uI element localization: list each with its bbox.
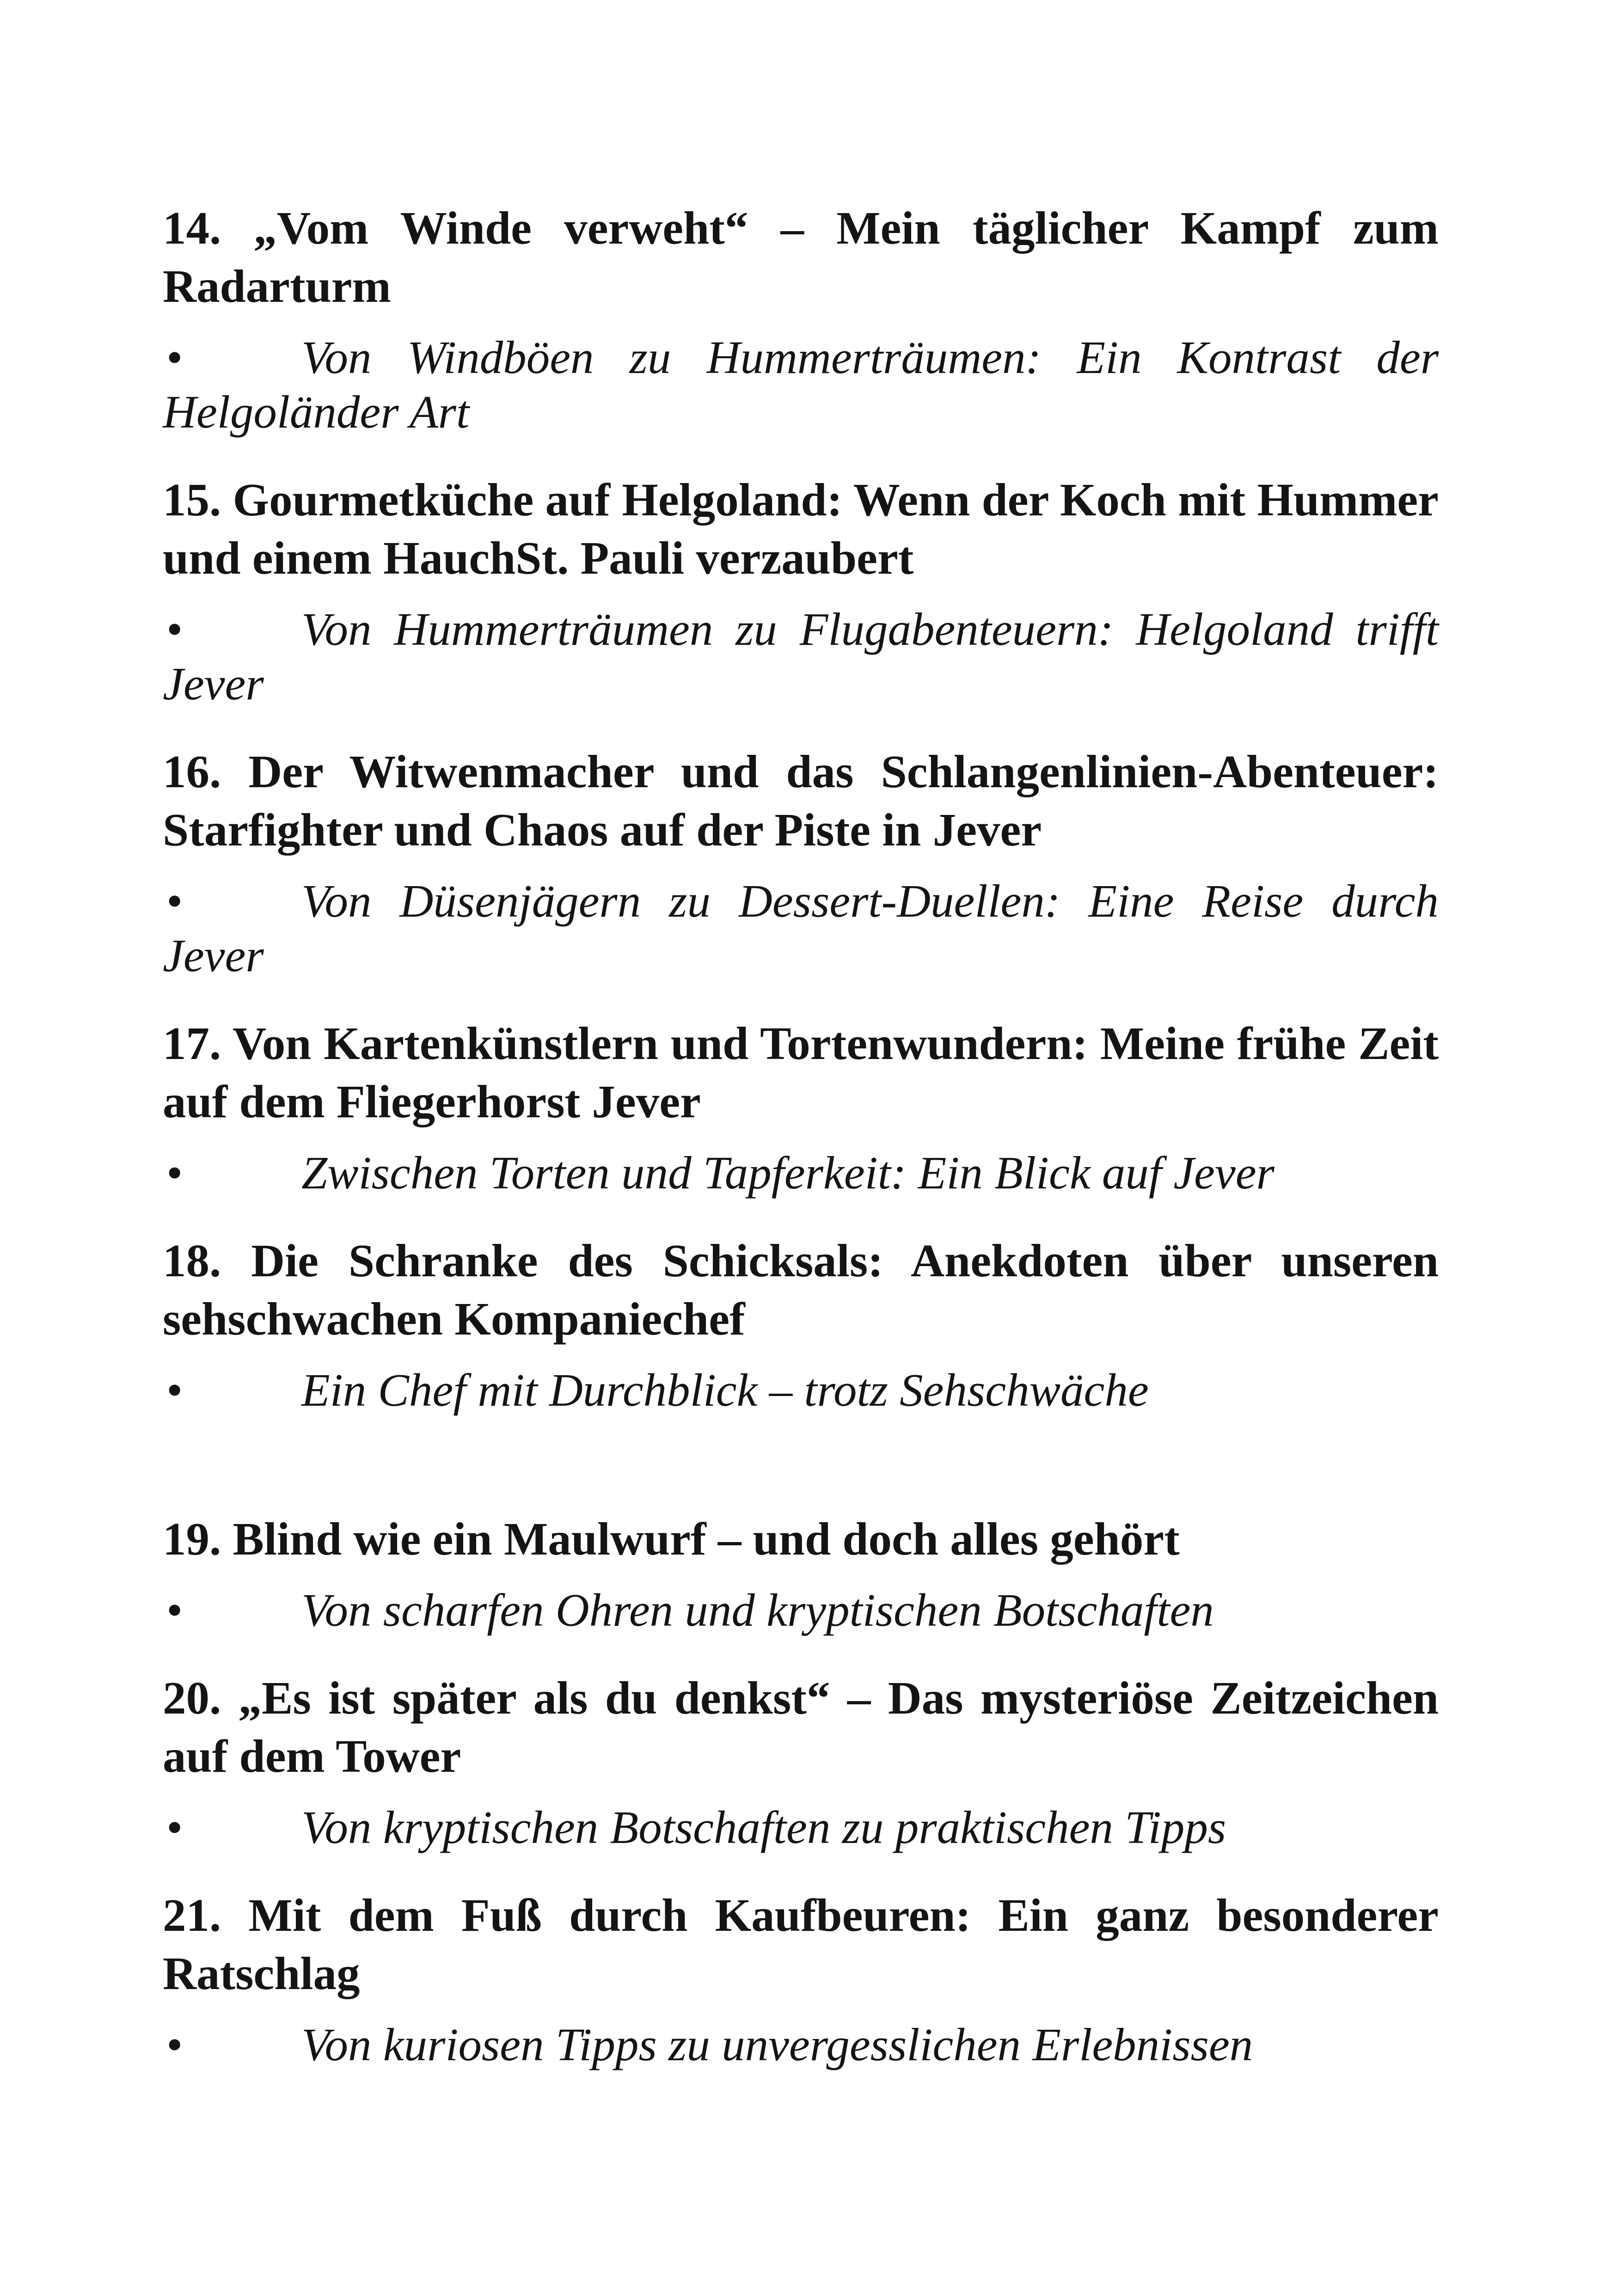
bullet-icon: • — [166, 1584, 183, 1636]
subtitle-text: Von Windböen zu Hummerträumen: Ein Kontrast der Helgoländer Art — [163, 331, 1439, 438]
bullet-icon: • — [166, 331, 183, 383]
chapter-heading-17: 17. Von Kartenkünstlern und Tortenwundern: Meine frühe Zeit auf dem Fliegerhorst Jever — [163, 1017, 1439, 1127]
chapter-heading-14: 14. „Vom Winde verweht“ – Mein täglicher Kampf zum Radarturm — [163, 202, 1439, 312]
chapter-subtitle-19 — [163, 1583, 1439, 1637]
chapter-subtitle-21 — [163, 2017, 1439, 2072]
chapter-subtitle-15 — [163, 602, 1439, 711]
chapter-subtitle-14 — [163, 330, 1439, 439]
chapter-heading-16: 16. Der Witwenmacher und das Schlangenlinien-Abenteuer: Starfighter und Chaos auf der Piste in Jever — [163, 746, 1439, 856]
subtitle-text: Von scharfen Ohren und kryptischen Botschaften — [301, 1584, 1214, 1636]
chapter-heading-20: 20. „Es ist später als du denkst“ – Das mysteriöse Zeitzeichen auf dem Tower — [163, 1672, 1439, 1782]
chapter-heading-18: 18. Die Schranke des Schicksals: Anekdoten über unseren sehschwachen Kompaniechef — [163, 1235, 1439, 1345]
bullet-icon: • — [166, 875, 183, 927]
table-of-contents — [163, 199, 1439, 2072]
subtitle-text: Zwischen Torten und Tapferkeit: Ein Blick auf Jever — [301, 1147, 1275, 1199]
bullet-icon: • — [166, 603, 183, 655]
chapter-heading-21: 21. Mit dem Fuß durch Kaufbeuren: Ein ganz besonderer Ratschlag — [163, 1889, 1439, 1999]
chapter-heading-15: 15. Gourmetküche auf Helgoland: Wenn der Koch mit Hummer und einem HauchSt. Pauli verzaubert — [163, 474, 1439, 584]
chapter-subtitle-17 — [163, 1145, 1439, 1200]
subtitle-text: Von Düsenjägern zu Dessert-Duellen: Eine Reise durch Jever — [163, 875, 1439, 981]
subtitle-text: Von Hummerträumen zu Flugabenteuern: Helgoland trifft Jever — [163, 603, 1439, 710]
chapter-heading-19: 19. Blind wie ein Maulwurf – und doch alles gehört — [163, 1513, 1180, 1565]
chapter-subtitle-18 — [163, 1363, 1439, 1417]
bullet-icon: • — [166, 1801, 183, 1853]
bullet-icon: • — [166, 1364, 183, 1416]
subtitle-text: Von kuriosen Tipps zu unvergesslichen Erlebnissen — [301, 2019, 1253, 2070]
bullet-icon: • — [166, 2019, 183, 2070]
chapter-subtitle-20 — [163, 1800, 1439, 1855]
subtitle-text: Von kryptischen Botschaften zu praktischen Tipps — [301, 1801, 1226, 1853]
subtitle-text: Ein Chef mit Durchblick – trotz Sehschwäche — [301, 1364, 1149, 1416]
chapter-subtitle-16 — [163, 874, 1439, 983]
bullet-icon: • — [166, 1147, 183, 1199]
